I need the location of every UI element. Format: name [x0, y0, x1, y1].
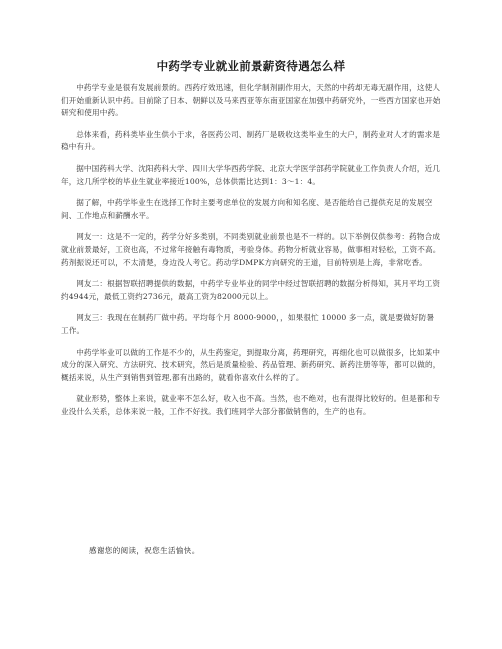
paragraph: 中药学专业是很有发展前景的。西药疗效迅速，但化学制剂副作用大，天然的中药却无毒无副作用，这使人们开始重新认识中药。目前除了日本、朝鲜以及马来西亚等东南亚国家在加强中药研究外，一些西方国家也开始研究和使用中药。	[61, 83, 441, 118]
document-title: 中药学专业就业前景薪资待遇怎么样	[156, 59, 346, 73]
closing-note: 感谢您的阅读，祝您生活愉快。	[89, 546, 200, 555]
paragraph: 网友三：我现在在制药厂做中药。平均每个月 8000-9000，，如果很忙 10000 多一点，就是要做好防暑工作。	[61, 313, 435, 335]
paragraph: 中药学毕业可以做的工作是不少的，从生药鉴定，到提取分离，药理研究，再细化也可以做很多，比如某中成分的深入研究、方法研究、技术研究，然后是质量检验、药品管理、新药研究、新药注册等等，都可以做的， 概括来说，从生产到销售到管理,都有出路的，就看你喜欢什么样的了。	[61, 347, 441, 382]
paragraph: 据了解，中药学毕业生在选择工作时主要考虑单位的发展方向和知名度、是否能给自己提供充足的发展空间、工作地点和薪酬水平。	[61, 198, 433, 220]
document-body	[61, 82, 441, 427]
paragraph: 网友二：根据智联招聘提供的数据，中药学专业毕业的同学中经过智联招聘的数据分析得知，其月平均工资约4944元，最低工资约2736元，最高工资为82000元以上。	[61, 279, 441, 301]
paragraph: 总体来看，药科类毕业生供小于求，各医药公司、制药厂是吸收这类毕业生的大户，制药业对人才的需求是稳中有升。	[61, 129, 441, 152]
paragraph: 网友一：这是不一定的，药学分好多类别，不同类别就业前景也是不一样的。以下举例仅供参考：药物合成就业前景最好，工资也高，不过常年接触有毒物质，考验身体。药物分析就业容易，做事相对轻松，工资不高。药剂振说还可以，不太清楚，身边没人考它。药动学DMPK方向研究的王道，目前特别是上海，非常吃香。	[61, 232, 441, 267]
paragraph: 据中国药科大学、沈阳药科大学、四川大学华西药学院、北京大学医学部药学院就业工作负责人介绍，近几年，这几所学校的毕业生就业率接近100%，总体供需比达到1：3～1：4。	[61, 163, 441, 186]
paragraph: 就业形势，整体上来说，就业率不怎么好，收入也不高。当然，也不绝对，也有混得比较好的。但是都和专业没什么关系，总体来说一般，工作不好找。我们班同学大部分都做销售的，生产的也有。	[61, 394, 441, 416]
